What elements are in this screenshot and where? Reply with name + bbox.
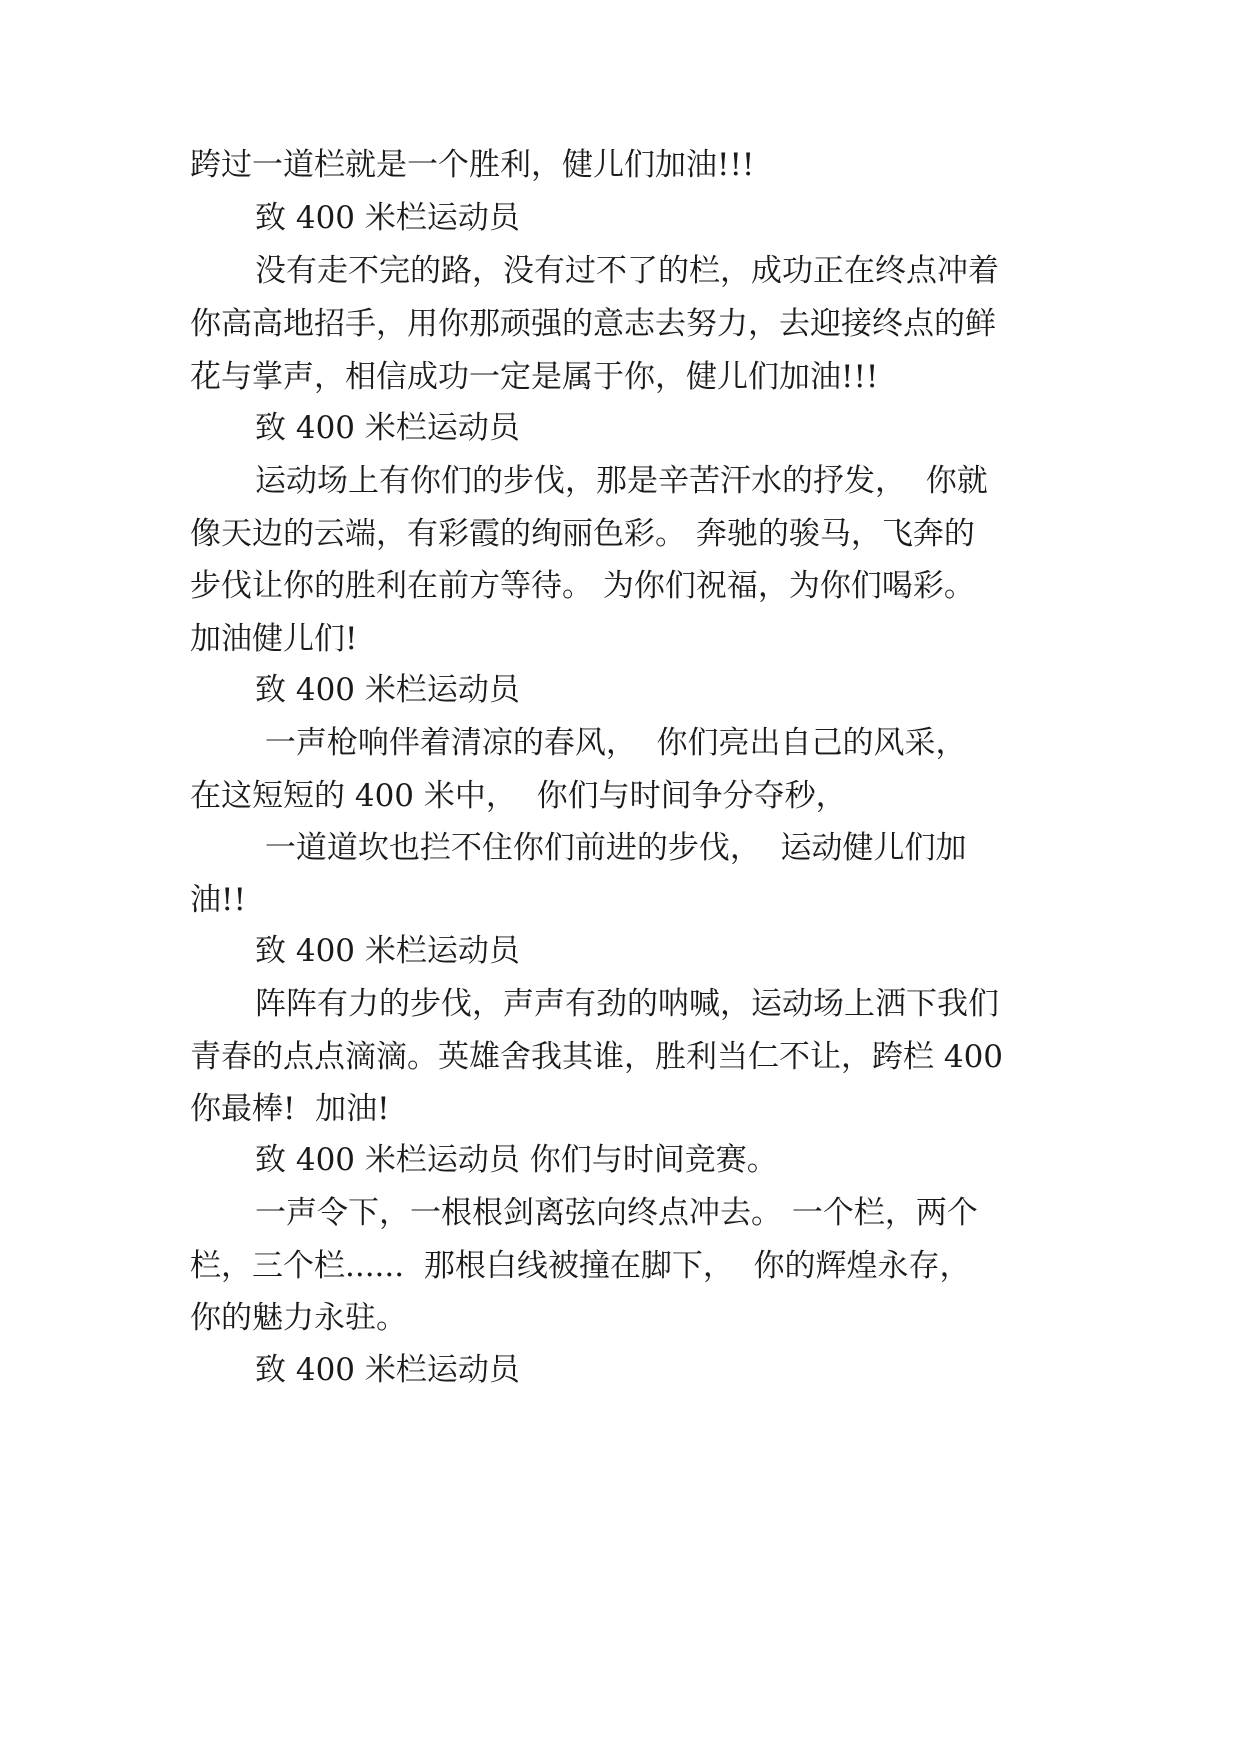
section-heading: 致 400 米栏运动员 xyxy=(255,672,520,708)
text-line: 一道道坎也拦不住你们前进的步伐， 运动健儿们加 xyxy=(255,830,967,866)
text-line: 你最棒! 加油! xyxy=(190,1091,390,1127)
text-line: 步伐让你的胜利在前方等待。 为你们祝福，为你们喝彩。 xyxy=(190,568,975,604)
section-heading: 致 400 米栏运动员 你们与时间竞赛。 xyxy=(255,1142,778,1178)
text-line: 青春的点点滴滴。英雄舍我其谁，胜利当仁不让，跨栏 400 xyxy=(190,1039,1004,1075)
text-line: 阵阵有力的步伐，声声有劲的呐喊，运动场上洒下我们 xyxy=(255,986,999,1022)
text-line: 跨过一道栏就是一个胜利，健儿们加油!!! xyxy=(190,147,755,183)
text-line: 没有走不完的路，没有过不了的栏，成功正在终点冲着 xyxy=(255,253,999,289)
text-line: 你的魅力永驻。 xyxy=(190,1300,407,1336)
section-heading: 致 400 米栏运动员 xyxy=(255,933,520,969)
text-line: 栏，三个栏...... 那根白线被撞在脚下， 你的辉煌永存， xyxy=(190,1248,971,1284)
text-line: 你高高地招手，用你那顽强的意志去努力，去迎接终点的鲜 xyxy=(190,306,996,342)
text-line: 运动场上有你们的步伐，那是辛苦汗水的抒发， 你就 xyxy=(255,463,988,499)
text-line: 一声令下，一根根剑离弦向终点冲去。 一个栏，两个 xyxy=(255,1195,978,1231)
text-line: 花与掌声，相信成功一定是属于你，健儿们加油!!! xyxy=(190,359,879,395)
section-heading: 致 400 米栏运动员 xyxy=(255,410,520,446)
section-heading: 致 400 米栏运动员 xyxy=(255,200,520,236)
text-line: 一声枪响伴着清凉的春风， 你们亮出自己的风采， xyxy=(255,725,967,761)
text-line: 像天边的云端，有彩霞的绚丽色彩。 奔驰的骏马，飞奔的 xyxy=(190,516,975,552)
section-heading: 致 400 米栏运动员 xyxy=(255,1352,520,1388)
text-line: 在这短短的 400 米中， 你们与时间争分夺秒， xyxy=(190,778,847,814)
text-line: 油!! xyxy=(190,882,246,918)
text-line: 加油健儿们! xyxy=(190,621,358,657)
